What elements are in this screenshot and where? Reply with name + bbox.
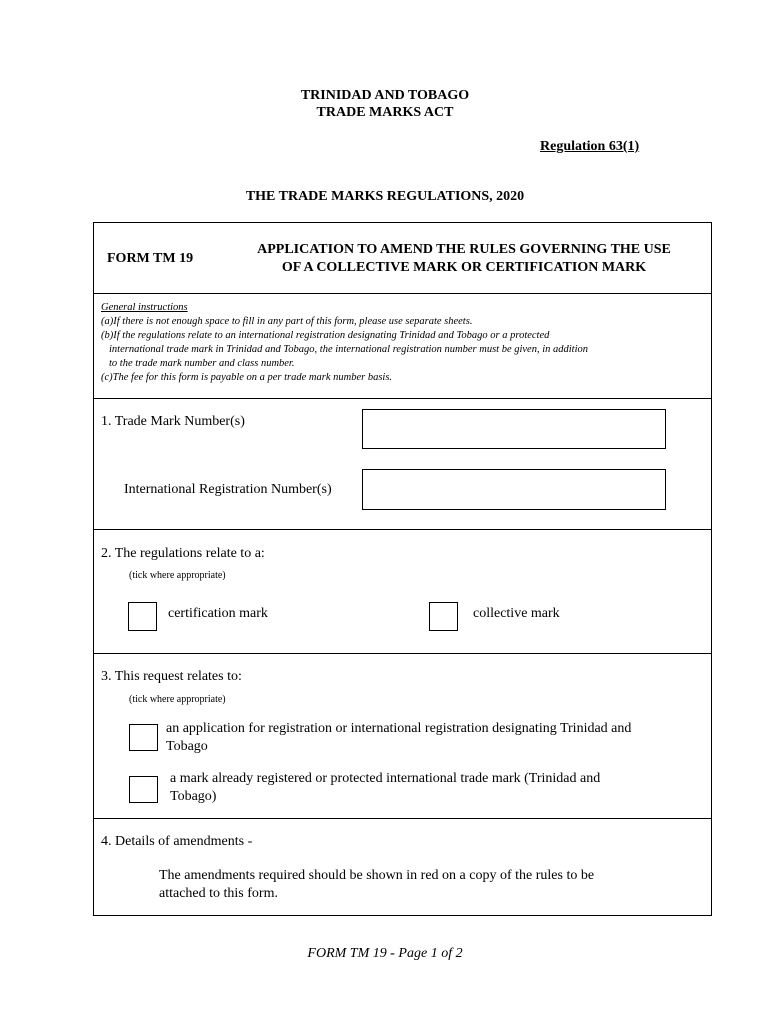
form-title-line1: APPLICATION TO AMEND THE RULES GOVERNING THE USE xyxy=(257,242,671,257)
divider xyxy=(94,653,711,654)
instruction-b-line1: (b)If the regulations relate to an international registration designating Trinidad and Tobago or a protected xyxy=(101,330,550,341)
application-option-line1: an application for registration or international registration designating Trinidad and xyxy=(166,721,632,736)
instructions-heading: General instructions xyxy=(101,302,188,313)
regulations-title: THE TRADE MARKS REGULATIONS, 2020 xyxy=(245,189,525,204)
registered-mark-option-line1: a mark already registered or protected international trade mark (Trinidad and xyxy=(170,771,601,786)
intl-registration-number-field[interactable] xyxy=(362,469,666,510)
instruction-a: (a)If there is not enough space to fill in any part of this form, please use separate sheets. xyxy=(101,316,473,327)
divider xyxy=(94,529,711,530)
general-instructions xyxy=(101,301,706,385)
registered-mark-checkbox[interactable] xyxy=(129,776,158,803)
form-title xyxy=(222,241,706,277)
application-checkbox[interactable] xyxy=(129,724,158,751)
instruction-b-line3: to the trade mark number and class number. xyxy=(109,358,295,369)
footer-page-number: Page 1 of 2 xyxy=(398,946,463,961)
header-country: TRINIDAD AND TOBAGO xyxy=(300,88,470,103)
form-id: FORM TM 19 xyxy=(107,251,194,266)
application-option-line2: Tobago xyxy=(166,739,208,754)
divider xyxy=(94,818,711,819)
section3-note: (tick where appropriate) xyxy=(129,694,226,705)
header-act: TRADE MARKS ACT xyxy=(316,105,454,120)
application-option-label xyxy=(166,720,631,756)
form-title-line2: OF A COLLECTIVE MARK OR CERTIFICATION MARK xyxy=(281,260,647,275)
footer-separator: - xyxy=(386,946,399,961)
regulation-reference: Regulation 63(1) xyxy=(540,139,640,154)
intl-registration-number-label: International Registration Number(s) xyxy=(124,482,332,497)
registered-mark-option-line2: Tobago) xyxy=(170,789,217,804)
amendments-text-line1: The amendments required should be shown in red on a copy of the rules to be xyxy=(159,868,595,883)
amendments-text xyxy=(159,867,594,903)
divider xyxy=(94,293,711,294)
trade-mark-number-field[interactable] xyxy=(362,409,666,449)
section3-label: 3. This request relates to: xyxy=(101,669,242,684)
divider xyxy=(94,398,711,399)
section2-label: 2. The regulations relate to a: xyxy=(101,546,265,561)
certification-mark-checkbox[interactable] xyxy=(128,602,157,631)
footer-form-ref: FORM TM 19 xyxy=(307,946,387,961)
collective-mark-label: collective mark xyxy=(473,606,560,621)
form-frame xyxy=(93,222,712,916)
section4-label: 4. Details of amendments - xyxy=(101,834,253,849)
registered-mark-option-label xyxy=(170,770,600,806)
amendments-text-line2: attached to this form. xyxy=(159,886,278,901)
section2-note: (tick where appropriate) xyxy=(129,570,226,581)
instruction-c: (c)The fee for this form is payable on a per trade mark number basis. xyxy=(101,372,393,383)
instruction-b-line2: international trade mark in Trinidad and Tobago, the international registration number must be given, in addition xyxy=(109,344,589,355)
certification-mark-label: certification mark xyxy=(168,606,268,621)
collective-mark-checkbox[interactable] xyxy=(429,602,458,631)
page-footer xyxy=(0,946,770,962)
trade-mark-number-label: 1. Trade Mark Number(s) xyxy=(101,414,245,429)
